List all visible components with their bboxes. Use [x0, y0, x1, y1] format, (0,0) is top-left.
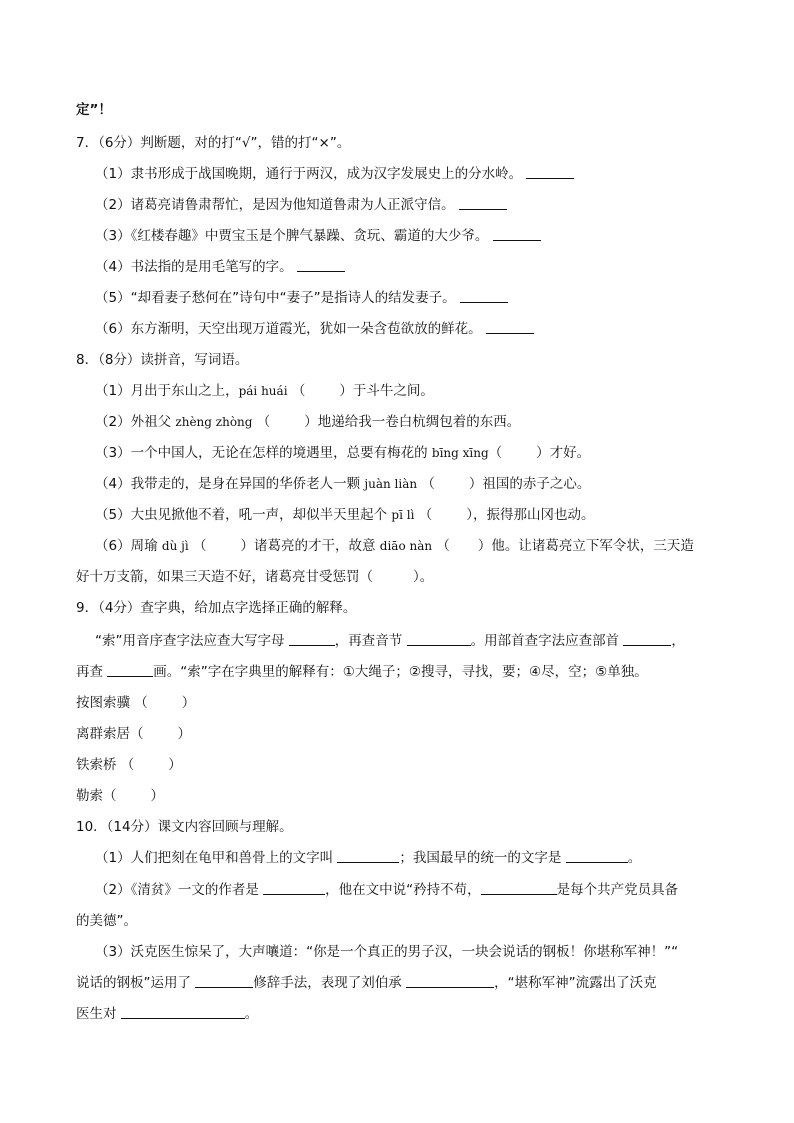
q8-item-6-open-paren-1: （ — [188, 538, 207, 554]
q10-line-4-text-c: ，“堪称军神”流露出了沃克 — [494, 975, 657, 991]
q8-item-2-text: （2）外祖父 — [95, 414, 176, 430]
q7-item-2 — [95, 195, 507, 215]
q9-para-1-text-a: “索”用音序查字法应查大写字母 — [95, 633, 289, 649]
q8-item-6-pinyin-2: diāo nàn — [379, 539, 433, 553]
q8-item-3-text: （3）一个中国人，无论在怎样的境遇里，总要有梅花的 — [95, 445, 432, 461]
q9-para-1-text-c: 。用部首查字法应查部首 — [470, 633, 624, 649]
q10-line-4-text-b: 修辞手法，表现了刘伯承 — [253, 975, 407, 991]
q7-item-4-text: （4）书法指的是用毛笔写的字。 — [95, 259, 293, 275]
q8-item-4 — [95, 474, 590, 494]
q8-item-6-cont-text: 好十万支箭，如果三天造不好，诸葛亮甘受惩罚（ — [76, 569, 373, 585]
q8-item-3-text-end: ）才好。 — [536, 445, 591, 461]
q8-item-6-continued — [76, 567, 433, 587]
q8-item-2-pinyin: zhèng zhòng — [175, 415, 253, 429]
q7-item-5-text: （5）“却看妻子愁何在”诗句中“妻子”是指诗人的结发妻子。 — [95, 290, 456, 306]
q7-header: 7．（6分）判断题，对的打“√”，错的打“×”。 — [76, 135, 351, 151]
q9-para-2-text-b: 画。“索”字在字典里的解释有：①大绳子；②搜寻，寻找，要；④尽，空；⑤单独。 — [153, 664, 648, 680]
q8-item-6-text-mid: ）诸葛亮的才干，故意 — [240, 538, 380, 554]
q9-word-1 — [76, 693, 195, 713]
q7-item-6-text: （6）东方渐明，天空出现万道霞光，犹如一朵含苞欲放的鲜花。 — [95, 321, 482, 337]
q8-item-3-pinyin: bīng xīng — [431, 446, 489, 460]
q9-para-2 — [76, 662, 648, 682]
q10-line-5-text-b: 。 — [244, 1006, 259, 1022]
q7-item-3 — [95, 226, 541, 246]
q7-item-1 — [95, 164, 574, 184]
q8-item-4-open-paren: （ — [417, 476, 435, 492]
q8-item-5-text: （5）大虫见掀他不着，吼一声，却似半天里起个 — [95, 507, 392, 523]
q7-item-1-text: （1）隶书形成于战国晚期，通行于两汉，成为汉字发展史上的分水岭。 — [95, 166, 523, 182]
q7-item-3-text: （3）《红楼春趣》中贾宝玉是个脾气暴躁、贪玩、霸道的大少爷。 — [95, 228, 489, 244]
q9-header: 9．（4分）查字典，给加点字选择正确的解释。 — [76, 600, 357, 616]
q7-item-4 — [95, 257, 345, 277]
q9-radical-blank[interactable] — [623, 631, 671, 646]
q9-para-1-text-d: ， — [671, 633, 685, 649]
q7-item-5 — [95, 288, 508, 308]
q10-line-1-text-c: 。 — [627, 850, 642, 866]
q10-unified-script-blank[interactable] — [566, 848, 628, 863]
q8-item-4-pinyin: juàn liàn — [364, 477, 418, 491]
q8-header: 8．（8分）读拼音，写词语。 — [76, 352, 249, 368]
q10-line-2 — [95, 880, 678, 900]
q10-rhetoric-blank[interactable] — [195, 973, 253, 988]
q9-word-1-text: 按图索骥 （ — [76, 695, 148, 711]
q8-item-2-text-end: ）地递给我一卷白杭绸包着的东西。 — [304, 414, 521, 430]
q8-item-5-open-paren: （ — [414, 507, 433, 523]
q8-item-5-pinyin: pī lì — [391, 508, 415, 522]
q7-item-2-text: （2）诸葛亮请鲁肃帮忙，是因为他知道鲁肃为人正派守信。 — [95, 197, 455, 213]
q7-item-1-answer-blank[interactable] — [526, 164, 574, 179]
q9-word-4 — [76, 786, 164, 806]
q9-word-2-text: 离群索居（ — [76, 726, 144, 742]
q8-item-4-text: （4）我带走的，是身在异国的华侨老人一颗 — [95, 476, 365, 492]
q8-item-6-text: （6）周瑜 — [95, 538, 162, 554]
q9-word-4-close: ） — [150, 788, 164, 804]
q10-line-4-text-a: 说话的钢板”运用了 — [76, 975, 196, 991]
q10-line-5 — [76, 1004, 258, 1024]
q8-item-3-open-paren: （ — [488, 445, 503, 461]
q8-item-6-text-end: ）他。让诸葛亮立下军令状，三天造 — [477, 538, 694, 554]
q10-virtue-blank[interactable] — [481, 880, 557, 895]
q9-syllable-blank[interactable] — [407, 631, 471, 646]
q10-line-5-text-a: 医生对 — [76, 1006, 121, 1022]
q9-word-3-close: ） — [168, 757, 182, 773]
q8-item-2 — [95, 412, 520, 432]
q8-item-1-text: （1）月出于东山之上， — [95, 383, 239, 399]
q8-item-1-pinyin: pái huái — [238, 384, 288, 398]
q8-item-2-open-paren: （ — [252, 414, 271, 430]
q9-para-2-text-a: 再查 — [76, 664, 108, 680]
q10-liu-bocheng-blank[interactable] — [406, 973, 494, 988]
q9-word-2-close: ） — [177, 726, 191, 742]
q8-item-5-text-end: ），振得那山冈也动。 — [466, 507, 595, 523]
q10-line-1 — [95, 848, 641, 868]
q10-header: 10．（14分）课文内容回顾与理解。 — [76, 819, 293, 835]
q10-line-1-text-a: （1）人们把刻在龟甲和兽骨上的文字叫 — [95, 850, 338, 866]
q7-item-5-answer-blank[interactable] — [460, 288, 508, 303]
q8-item-3 — [95, 443, 590, 463]
q8-item-6-pinyin-1: dù jì — [161, 539, 189, 553]
q9-strokes-blank[interactable] — [107, 662, 153, 677]
q7-item-2-answer-blank[interactable] — [459, 195, 507, 210]
q8-item-1-text-end: ）于斗牛之间。 — [339, 383, 434, 399]
q9-letter-blank[interactable] — [289, 631, 335, 646]
q9-word-1-close: ） — [181, 695, 196, 711]
q8-item-1-open-paren: （ — [291, 383, 306, 399]
q10-author-blank[interactable] — [263, 880, 325, 895]
q10-line-1-text-b: ；我国最早的统一的文字是 — [399, 850, 566, 866]
q8-item-6-cont-end: ）。 — [413, 569, 434, 585]
continued-fragment: 定”！ — [76, 102, 112, 118]
q8-item-5 — [95, 505, 594, 525]
q7-item-6-answer-blank[interactable] — [486, 319, 534, 334]
q9-word-4-text: 勒索（ — [76, 788, 117, 804]
q9-word-3 — [76, 755, 182, 775]
q8-item-6-open-paren-2: （ — [432, 538, 450, 554]
q9-para-1-text-b: ，再查音节 — [334, 633, 407, 649]
q10-line-2-text-c: 是每个共产党员具备 — [556, 882, 679, 898]
q9-word-3-text: 铁索桥 （ — [76, 757, 135, 773]
q7-item-4-answer-blank[interactable] — [297, 257, 345, 272]
q9-word-2 — [76, 724, 191, 744]
q10-line-3: （3）沃克医生惊呆了，大声嚷道：“你是一个真正的男子汉，一块会说话的钢板！你堪称军神！”“ — [95, 944, 679, 960]
q10-line-4 — [76, 973, 657, 993]
q10-line-2-text-a: （2）《清贫》一文的作者是 — [95, 882, 264, 898]
q8-item-6 — [95, 536, 694, 556]
q9-para-1 — [95, 631, 685, 651]
q8-item-1 — [95, 381, 434, 401]
q10-line-2b: 的美德”。 — [76, 913, 137, 929]
q7-item-6 — [95, 319, 534, 339]
q10-walker-feeling-blank[interactable] — [121, 1004, 245, 1019]
q8-item-4-text-end: ）祖国的赤子之心。 — [468, 476, 591, 492]
q7-item-3-answer-blank[interactable] — [493, 226, 541, 241]
q10-line-2-text-b: ，他在文中说“矜持不苟， — [325, 882, 481, 898]
q10-oracle-bone-blank[interactable] — [337, 848, 399, 863]
